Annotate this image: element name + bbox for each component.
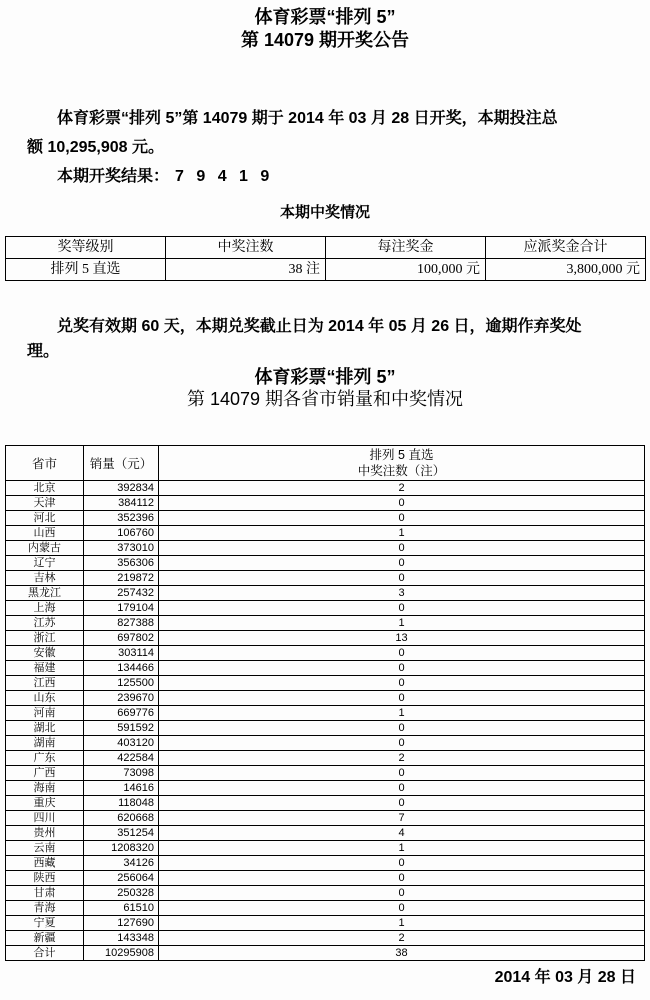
table-row xyxy=(6,931,645,946)
cell: 天津 xyxy=(6,496,84,511)
column-header: 每注奖金 xyxy=(326,237,486,259)
cell: 0 xyxy=(159,736,645,751)
cell: 0 xyxy=(159,766,645,781)
table-header-row xyxy=(6,237,646,259)
cell: 669776 xyxy=(84,706,159,721)
cell: 1208320 xyxy=(84,841,159,856)
cell: 7 xyxy=(159,811,645,826)
cell: 827388 xyxy=(84,616,159,631)
cell: 内蒙古 xyxy=(6,541,84,556)
prize-summary-table xyxy=(5,236,646,281)
cell: 0 xyxy=(159,556,645,571)
column-header: 中奖注数 xyxy=(166,237,326,259)
cell: 贵州 xyxy=(6,826,84,841)
table-row xyxy=(6,691,645,706)
cell: 61510 xyxy=(84,901,159,916)
cell: 38 xyxy=(159,946,645,961)
cell: 0 xyxy=(159,676,645,691)
table-row xyxy=(6,706,645,721)
cell: 106760 xyxy=(84,526,159,541)
cell: 上海 xyxy=(6,601,84,616)
cell: 0 xyxy=(159,721,645,736)
cell: 0 xyxy=(159,691,645,706)
column-header-sales: 销量（元） xyxy=(84,446,159,481)
cell: 安徽 xyxy=(6,646,84,661)
cell: 250328 xyxy=(84,886,159,901)
prize-table-body xyxy=(6,259,646,281)
cell: 13 xyxy=(159,631,645,646)
table-row xyxy=(6,541,645,556)
cell: 新疆 xyxy=(6,931,84,946)
cell: 219872 xyxy=(84,571,159,586)
cell: 青海 xyxy=(6,901,84,916)
cell: 0 xyxy=(159,856,645,871)
cell: 0 xyxy=(159,901,645,916)
cell: 256064 xyxy=(84,871,159,886)
prize-summary-caption: 本期中奖情况 xyxy=(279,204,370,221)
cell: 422584 xyxy=(84,751,159,766)
cell: 34126 xyxy=(84,856,159,871)
notice-line-2: 理。 xyxy=(27,343,60,360)
cell: 0 xyxy=(159,511,645,526)
cell: 0 xyxy=(159,871,645,886)
cell: 0 xyxy=(159,781,645,796)
table-row xyxy=(6,781,645,796)
cell: 广东 xyxy=(6,751,84,766)
notice-line-1: 兑奖有效期 60 天，本期兑奖截止日为 2014 年 05 月 26 日，逾期作弃奖处 xyxy=(57,318,582,335)
cell: 591592 xyxy=(84,721,159,736)
cell: 辽宁 xyxy=(6,556,84,571)
table-row xyxy=(6,526,645,541)
cell: 38 注 xyxy=(166,259,326,281)
cell: 浙江 xyxy=(6,631,84,646)
cell: 湖北 xyxy=(6,721,84,736)
cell: 1 xyxy=(159,706,645,721)
section-subtitle: 第 14079 期各省市销量和中奖情况 xyxy=(186,389,464,409)
table-row xyxy=(6,496,645,511)
cell: 697802 xyxy=(84,631,159,646)
cell: 1 xyxy=(159,841,645,856)
cell: 356306 xyxy=(84,556,159,571)
cell: 620668 xyxy=(84,811,159,826)
cell: 吉林 xyxy=(6,571,84,586)
cell: 黑龙江 xyxy=(6,586,84,601)
cell: 2 xyxy=(159,751,645,766)
cell: 0 xyxy=(159,541,645,556)
table-row xyxy=(6,856,645,871)
draw-result-digits: 7 9 4 1 9 xyxy=(175,168,274,185)
cell: 351254 xyxy=(84,826,159,841)
cell: 0 xyxy=(159,886,645,901)
cell: 0 xyxy=(159,496,645,511)
table-row xyxy=(6,259,646,281)
table-row xyxy=(6,946,645,961)
table-row xyxy=(6,841,645,856)
cell: 1 xyxy=(159,916,645,931)
column-header: 应派奖金合计 xyxy=(486,237,646,259)
cell: 392834 xyxy=(84,481,159,496)
cell: 江苏 xyxy=(6,616,84,631)
cell: 2 xyxy=(159,481,645,496)
cell: 河南 xyxy=(6,706,84,721)
cell: 3 xyxy=(159,586,645,601)
cell: 2 xyxy=(159,931,645,946)
doc-title: 体育彩票“排列 5” xyxy=(254,7,396,27)
cell: 湖南 xyxy=(6,736,84,751)
cell: 125500 xyxy=(84,676,159,691)
redeem-notice-paragraph xyxy=(27,314,622,364)
cell: 303114 xyxy=(84,646,159,661)
table-row xyxy=(6,796,645,811)
cell: 10295908 xyxy=(84,946,159,961)
table-header-row xyxy=(6,446,645,481)
cell: 合计 xyxy=(6,946,84,961)
table-row xyxy=(6,736,645,751)
table-row xyxy=(6,631,645,646)
table-row xyxy=(6,766,645,781)
cell: 0 xyxy=(159,601,645,616)
doc-subtitle: 第 14079 期开奖公告 xyxy=(240,30,410,50)
table-row xyxy=(6,916,645,931)
cell: 352396 xyxy=(84,511,159,526)
cell: 江西 xyxy=(6,676,84,691)
cell: 0 xyxy=(159,796,645,811)
cell: 384112 xyxy=(84,496,159,511)
cell: 福建 xyxy=(6,661,84,676)
table-row xyxy=(6,901,645,916)
cell: 四川 xyxy=(6,811,84,826)
cell: 4 xyxy=(159,826,645,841)
province-table-body xyxy=(6,481,645,961)
table-row xyxy=(6,751,645,766)
cell: 西藏 xyxy=(6,856,84,871)
cell: 143348 xyxy=(84,931,159,946)
cell: 403120 xyxy=(84,736,159,751)
table-row xyxy=(6,616,645,631)
province-sales-table xyxy=(5,445,645,961)
cell: 广西 xyxy=(6,766,84,781)
column-header-winners xyxy=(159,446,645,481)
table-row xyxy=(6,676,645,691)
cell: 排列 5 直选 xyxy=(6,259,166,281)
cell: 山东 xyxy=(6,691,84,706)
cell: 14616 xyxy=(84,781,159,796)
table-row xyxy=(6,826,645,841)
cell: 甘肃 xyxy=(6,886,84,901)
table-row xyxy=(6,721,645,736)
cell: 0 xyxy=(159,646,645,661)
table-row xyxy=(6,586,645,601)
cell: 179104 xyxy=(84,601,159,616)
draw-result-line xyxy=(57,162,622,191)
cell: 北京 xyxy=(6,481,84,496)
cell: 134466 xyxy=(84,661,159,676)
table-row xyxy=(6,811,645,826)
column-header-winners-line1: 排列 5 直选 xyxy=(369,448,434,462)
cell: 239670 xyxy=(84,691,159,706)
cell: 海南 xyxy=(6,781,84,796)
cell: 1 xyxy=(159,526,645,541)
cell: 257432 xyxy=(84,586,159,601)
cell: 河北 xyxy=(6,511,84,526)
section-title: 体育彩票“排列 5” xyxy=(254,367,396,387)
cell: 0 xyxy=(159,661,645,676)
cell: 3,800,000 元 xyxy=(486,259,646,281)
cell: 1 xyxy=(159,616,645,631)
intro-line-1: 体育彩票“排列 5”第 14079 期于 2014 年 03 月 28 日开奖，本期投注总 xyxy=(57,110,558,127)
cell: 山西 xyxy=(6,526,84,541)
table-row xyxy=(6,511,645,526)
table-row xyxy=(6,646,645,661)
cell: 宁夏 xyxy=(6,916,84,931)
cell: 0 xyxy=(159,571,645,586)
cell: 118048 xyxy=(84,796,159,811)
intro-line-2: 额 10,295,908 元。 xyxy=(27,139,164,156)
column-header-winners-line2: 中奖注数（注） xyxy=(357,464,446,478)
intro-paragraph xyxy=(27,104,622,162)
table-row xyxy=(6,601,645,616)
table-row xyxy=(6,481,645,496)
column-header-province: 省市 xyxy=(6,446,84,481)
issue-date: 2014 年 03 月 28 日 xyxy=(494,969,636,986)
cell: 陕西 xyxy=(6,871,84,886)
cell: 373010 xyxy=(84,541,159,556)
cell: 云南 xyxy=(6,841,84,856)
table-row xyxy=(6,661,645,676)
draw-result-label: 本期开奖结果： xyxy=(57,168,170,185)
table-row xyxy=(6,571,645,586)
cell: 127690 xyxy=(84,916,159,931)
table-row xyxy=(6,886,645,901)
cell: 100,000 元 xyxy=(326,259,486,281)
column-header: 奖等级别 xyxy=(6,237,166,259)
table-row xyxy=(6,871,645,886)
cell: 73098 xyxy=(84,766,159,781)
table-row xyxy=(6,556,645,571)
cell: 重庆 xyxy=(6,796,84,811)
